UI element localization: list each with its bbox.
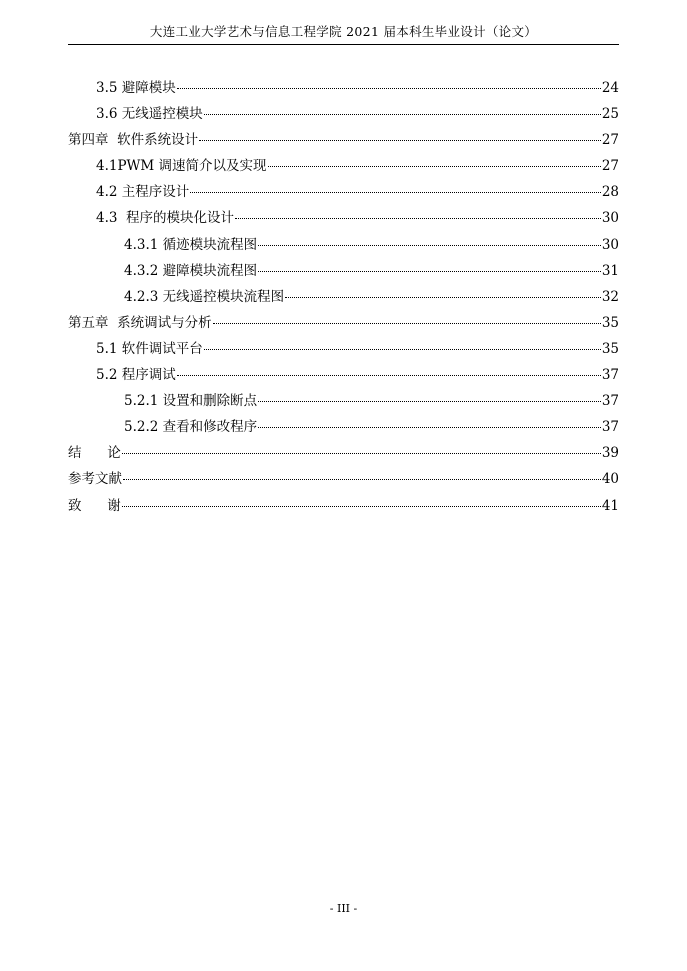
dot-leader bbox=[204, 348, 601, 350]
running-header: 大连工业大学艺术与信息工程学院 2021 届本科生毕业设计（论文） bbox=[149, 24, 538, 39]
toc-entry[interactable] bbox=[68, 206, 619, 232]
dot-leader bbox=[177, 374, 601, 376]
toc-entry[interactable] bbox=[68, 389, 619, 415]
toc-entry[interactable] bbox=[68, 102, 619, 128]
header-rule bbox=[68, 44, 619, 45]
dot-leader bbox=[122, 505, 601, 507]
page-number: - III - bbox=[329, 902, 358, 915]
toc-entry-title: 3.6 无线遥控模块 bbox=[96, 106, 203, 123]
toc-entry-page: 30 bbox=[601, 236, 619, 253]
toc-entry-page: 37 bbox=[601, 419, 619, 436]
dot-leader bbox=[123, 478, 601, 480]
toc-entry-title: 参考文献 bbox=[68, 471, 122, 488]
toc-entry-title: 结 论 bbox=[68, 445, 121, 462]
toc-entry-page: 35 bbox=[601, 340, 619, 357]
toc-entry-title: 4.3.1 循迹模块流程图 bbox=[124, 236, 258, 253]
toc-entry-title: 4.2 主程序设计 bbox=[96, 184, 190, 201]
dot-leader bbox=[258, 400, 601, 402]
dot-leader bbox=[213, 322, 601, 324]
toc-entry-page: 25 bbox=[601, 106, 619, 123]
toc-entry-page: 27 bbox=[601, 158, 619, 175]
dot-leader bbox=[122, 452, 601, 454]
toc-entry[interactable] bbox=[68, 467, 619, 493]
dot-leader bbox=[190, 191, 601, 193]
toc-entry-page: 37 bbox=[601, 393, 619, 410]
dot-leader bbox=[235, 217, 601, 219]
toc-entry[interactable] bbox=[68, 337, 619, 363]
table-of-contents bbox=[68, 76, 619, 520]
toc-entry-title: 4.1PWM 调速简介以及实现 bbox=[96, 158, 267, 175]
dot-leader bbox=[285, 296, 601, 298]
toc-entry-page: 35 bbox=[601, 314, 619, 331]
toc-entry[interactable] bbox=[68, 415, 619, 441]
toc-entry-page: 28 bbox=[601, 184, 619, 201]
toc-entry-title: 致 谢 bbox=[68, 497, 121, 514]
toc-entry[interactable] bbox=[68, 128, 619, 154]
toc-entry-title: 4.3.2 避障模块流程图 bbox=[124, 262, 258, 279]
toc-entry-page: 32 bbox=[601, 288, 619, 305]
toc-entry-title: 3.5 避障模块 bbox=[96, 80, 176, 96]
toc-entry-page: 40 bbox=[601, 471, 619, 488]
dot-leader bbox=[177, 87, 601, 89]
dot-leader bbox=[268, 165, 601, 167]
toc-entry-title: 5.2 程序调试 bbox=[96, 367, 176, 384]
toc-entry-page: 30 bbox=[601, 210, 619, 227]
toc-entry-page: 31 bbox=[601, 262, 619, 279]
dot-leader bbox=[258, 270, 601, 272]
toc-entry-page: 39 bbox=[601, 445, 619, 462]
toc-entry[interactable] bbox=[68, 76, 619, 102]
toc-entry[interactable] bbox=[68, 233, 619, 259]
toc-entry[interactable] bbox=[68, 259, 619, 285]
toc-entry[interactable] bbox=[68, 494, 619, 520]
toc-entry-title: 第四章 软件系统设计 bbox=[68, 132, 199, 149]
toc-entry[interactable] bbox=[68, 311, 619, 337]
toc-entry-page: 27 bbox=[601, 132, 619, 149]
toc-entry-title: 5.1 软件调试平台 bbox=[96, 340, 203, 357]
toc-entry[interactable] bbox=[68, 441, 619, 467]
dot-leader bbox=[258, 426, 601, 428]
toc-entry[interactable] bbox=[68, 363, 619, 389]
toc-entry[interactable] bbox=[68, 285, 619, 311]
toc-entry-title: 5.2.1 设置和删除断点 bbox=[124, 393, 258, 410]
toc-entry-page: 41 bbox=[601, 497, 619, 514]
dot-leader bbox=[199, 139, 601, 141]
toc-entry[interactable] bbox=[68, 154, 619, 180]
dot-leader bbox=[204, 113, 601, 115]
toc-entry-title: 4.2.3 无线遥控模块流程图 bbox=[124, 288, 285, 305]
toc-entry-title: 5.2.2 查看和修改程序 bbox=[124, 419, 258, 436]
toc-entry-page: 37 bbox=[601, 367, 619, 384]
toc-entry-title: 4.3 程序的模块化设计 bbox=[96, 210, 235, 227]
toc-entry-title: 第五章 系统调试与分析 bbox=[68, 314, 212, 331]
toc-entry[interactable] bbox=[68, 180, 619, 206]
toc-entry-page: 24 bbox=[601, 80, 619, 96]
dot-leader bbox=[258, 244, 601, 246]
